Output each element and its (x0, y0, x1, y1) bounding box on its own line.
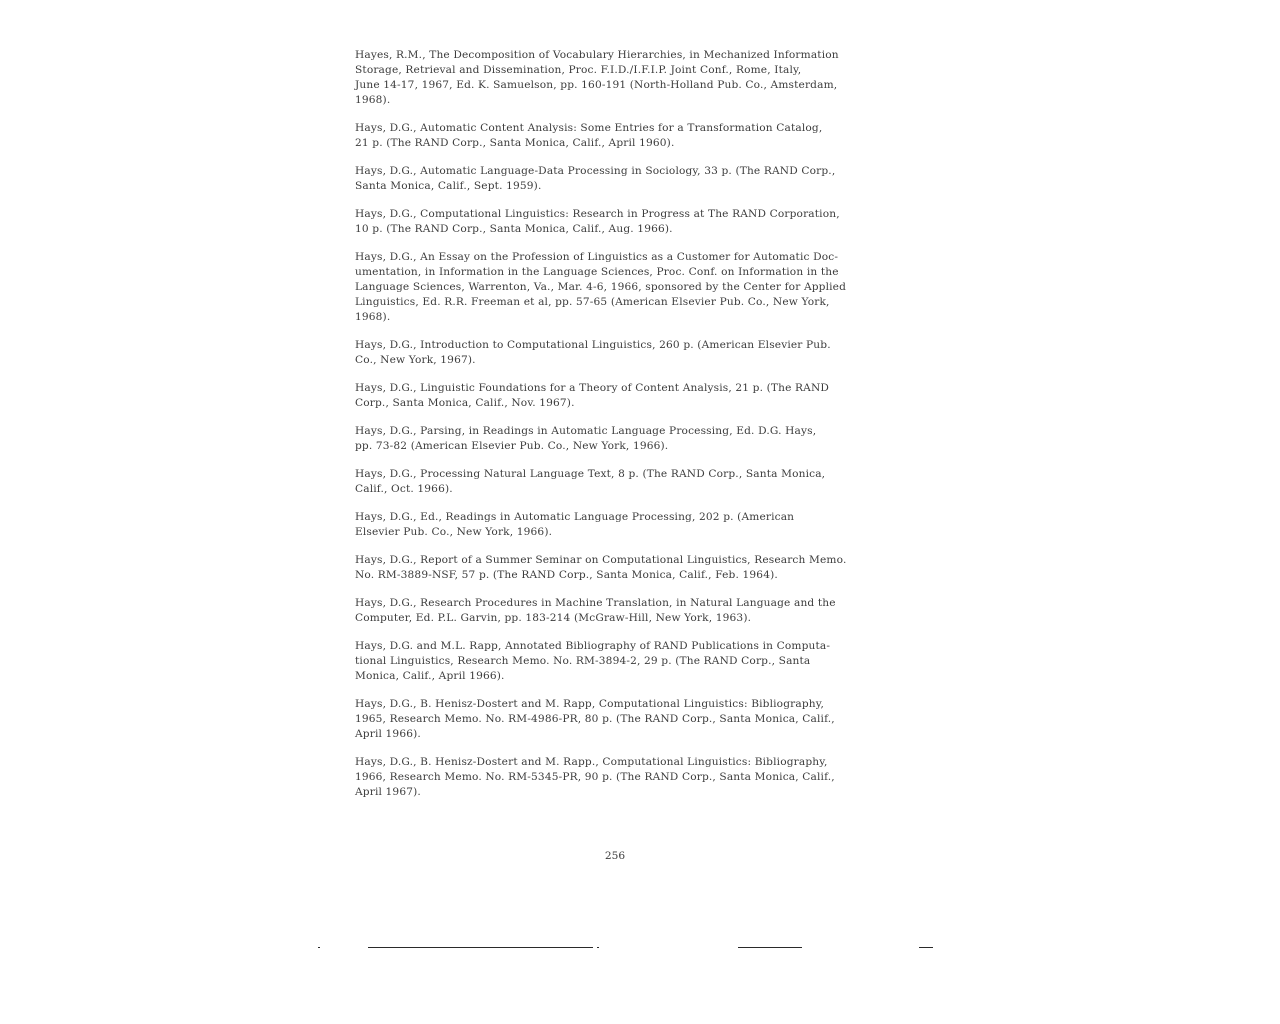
reference-entry (355, 510, 875, 540)
reference-entry (355, 755, 875, 800)
reference-line: Hays, D.G. and M.L. Rapp, Annotated Bibliography of RAND Publications in Computa- (355, 640, 831, 652)
reference-line: Calif., Oct. 1966). (355, 483, 453, 495)
reference-line: Hays, D.G., An Essay on the Profession of Linguistics as a Customer for Automatic Doc- (355, 251, 839, 263)
scan-mark-dot-left (318, 947, 320, 948)
reference-line: 1968). (355, 94, 391, 106)
reference-entry (355, 338, 875, 368)
reference-line: 1968). (355, 311, 391, 323)
reference-line: umentation, in Information in the Language Sciences, Proc. Conf. on Information in the (355, 266, 839, 278)
reference-line: Hays, D.G., Introduction to Computational Linguistics, 260 p. (American Elsevier Pub. (355, 339, 831, 351)
reference-entry (355, 250, 875, 325)
reference-line: Linguistics, Ed. R.R. Freeman et al, pp. 57-65 (American Elsevier Pub. Co., New York, (355, 296, 830, 308)
reference-line: 21 p. (The RAND Corp., Santa Monica, Calif., April 1960). (355, 137, 675, 149)
page-number: 256 (604, 850, 626, 862)
scan-mark-dot-middle (597, 947, 599, 948)
reference-line: Hays, D.G., Research Procedures in Machine Translation, in Natural Language and the (355, 597, 836, 609)
reference-line: Hays, D.G., Processing Natural Language Text, 8 p. (The RAND Corp., Santa Monica, (355, 468, 826, 480)
reference-line: Hays, D.G., Computational Linguistics: Research in Progress at The RAND Corporation, (355, 208, 840, 220)
reference-line: No. RM-3889-NSF, 57 p. (The RAND Corp., Santa Monica, Calif., Feb. 1964). (355, 569, 778, 581)
reference-line: Hays, D.G., Ed., Readings in Automatic Language Processing, 202 p. (American (355, 511, 795, 523)
scan-mark-line-right (919, 947, 933, 948)
reference-line: Computer, Ed. P.L. Garvin, pp. 183-214 (McGraw-Hill, New York, 1963). (355, 612, 752, 624)
reference-entry (355, 424, 875, 454)
scan-mark-line-left (368, 947, 593, 948)
reference-line: Hays, D.G., B. Henisz-Dostert and M. Rapp, Computational Linguistics: Bibliography, (355, 698, 824, 710)
reference-entry (355, 164, 875, 194)
reference-line: Hays, D.G., Automatic Language-Data Processing in Sociology, 33 p. (The RAND Corp., (355, 165, 836, 177)
reference-entry (355, 467, 875, 497)
reference-line: Language Sciences, Warrenton, Va., Mar. 4-6, 1966, sponsored by the Center for Applied (355, 281, 847, 293)
reference-list (355, 48, 875, 813)
reference-line: June 14-17, 1967, Ed. K. Samuelson, pp. 160-191 (North-Holland Pub. Co., Amsterdam, (355, 79, 838, 91)
reference-line: Elsevier Pub. Co., New York, 1966). (355, 526, 553, 538)
reference-line: Co., New York, 1967). (355, 354, 476, 366)
reference-line: Hays, D.G., Parsing, in Readings in Automatic Language Processing, Ed. D.G. Hays, (355, 425, 817, 437)
scan-mark-line-center (738, 947, 802, 948)
reference-line: 10 p. (The RAND Corp., Santa Monica, Calif., Aug. 1966). (355, 223, 673, 235)
reference-entry (355, 381, 875, 411)
reference-entry (355, 697, 875, 742)
reference-entry (355, 553, 875, 583)
reference-line: Storage, Retrieval and Dissemination, Proc. F.I.D./I.F.I.P. Joint Conf., Rome, Italy, (355, 64, 802, 76)
reference-line: 1965, Research Memo. No. RM-4986-PR, 80 p. (The RAND Corp., Santa Monica, Calif., (355, 713, 835, 725)
reference-line: Monica, Calif., April 1966). (355, 670, 505, 682)
reference-line: Corp., Santa Monica, Calif., Nov. 1967). (355, 397, 575, 409)
reference-entry (355, 207, 875, 237)
reference-line: April 1967). (355, 786, 421, 798)
reference-line: Hays, D.G., B. Henisz-Dostert and M. Rapp., Computational Linguistics: Bibliography, (355, 756, 828, 768)
reference-line: Hays, D.G., Automatic Content Analysis: Some Entries for a Transformation Catalog, (355, 122, 823, 134)
reference-line: Santa Monica, Calif., Sept. 1959). (355, 180, 542, 192)
reference-line: 1966, Research Memo. No. RM-5345-PR, 90 p. (The RAND Corp., Santa Monica, Calif., (355, 771, 835, 783)
reference-line: April 1966). (355, 728, 421, 740)
reference-entry (355, 121, 875, 151)
reference-entry (355, 596, 875, 626)
reference-line: pp. 73-82 (American Elsevier Pub. Co., New York, 1966). (355, 440, 669, 452)
reference-entry (355, 639, 875, 684)
reference-line: Hayes, R.M., The Decomposition of Vocabulary Hierarchies, in Mechanized Information (355, 49, 839, 61)
reference-entry (355, 48, 875, 108)
reference-line: Hays, D.G., Report of a Summer Seminar on Computational Linguistics, Research Memo. (355, 554, 847, 566)
reference-line: tional Linguistics, Research Memo. No. RM-3894-2, 29 p. (The RAND Corp., Santa (355, 655, 811, 667)
reference-line: Hays, D.G., Linguistic Foundations for a Theory of Content Analysis, 21 p. (The RAND (355, 382, 830, 394)
